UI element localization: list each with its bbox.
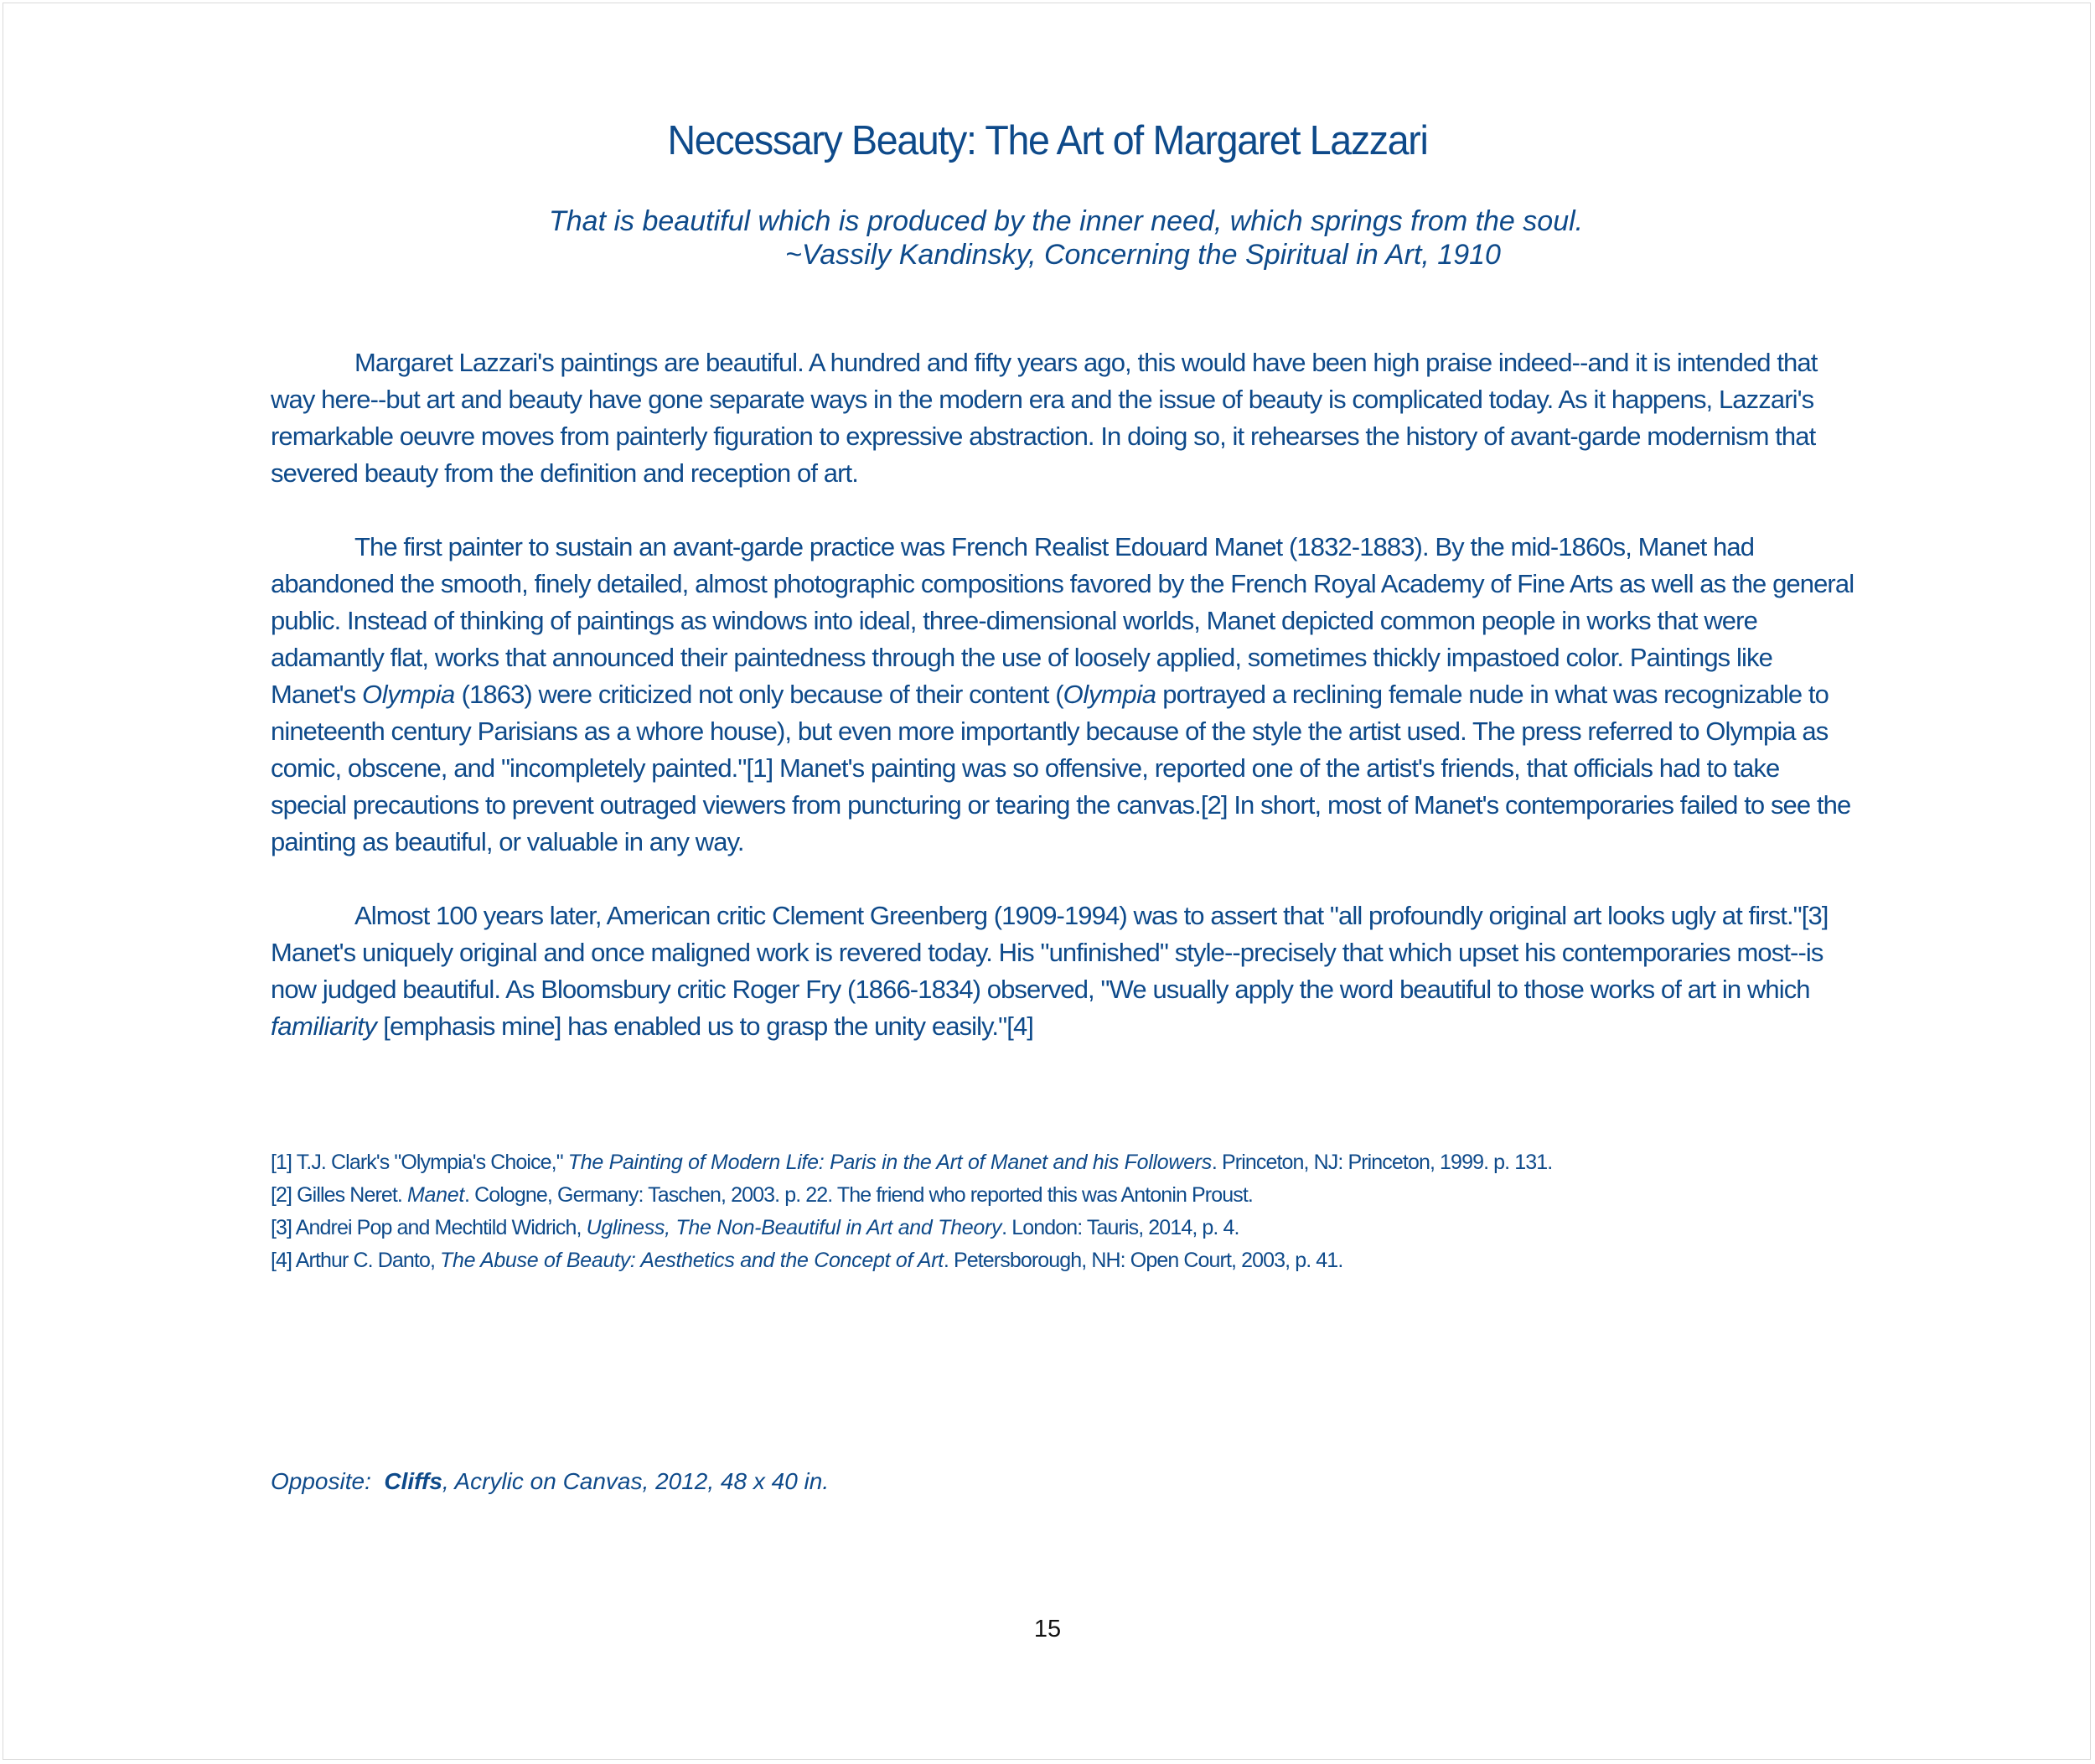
emphasis: familiarity [271, 1011, 377, 1041]
footnote-text: [2] Gilles Neret. [271, 1183, 408, 1207]
paragraph-1 [271, 344, 1859, 492]
caption-details: , Acrylic on Canvas, 2012, 48 x 40 in. [442, 1468, 830, 1494]
paragraph-text: portrayed a reclining female nude in what was recognizable to nineteenth century Parisians as a whore house), but even more importantly because of the style the artist used. The press referred to Olympia as comic, obscene, and "incompletely painted."[1] Manet's painting was so offensive, reported one of the artist's friends, that officials had to take special precautions to prevent outraged viewers from puncturing or tearing the canvas.[2] In short, most of Manet's contemporaries failed to see the painting as beautiful, or valuable in any way. [271, 680, 1851, 856]
footnote-text: . London: Tauris, 2014, p. 4. [1001, 1216, 1239, 1239]
paragraph-text: [emphasis mine] has enabled us to grasp the unity easily."[4] [376, 1011, 1034, 1041]
figure-caption [271, 1465, 829, 1498]
footnote-text: [1] T.J. Clark's "Olympia's Choice," [271, 1151, 568, 1174]
document-title: Necessary Beauty: The Art of Margaret Lazzari [667, 118, 1428, 163]
caption-work-title: Cliffs [384, 1468, 442, 1494]
paragraph-text: The first painter to sustain an avant-garde practice was French Realist Edouard Manet (1832-1883). By the mid-1860s, Manet had abandoned the smooth, finely detailed, almost photographic compositions favored by the French Royal Academy of Fine Arts as well as the general public. Instead of thinking of paintings as windows into ideal, three-dimensional worlds, Manet depicted common people in works that were adamantly flat, works that announced their paintedness through the use of loosely applied, sometimes thickly impastoed color. Paintings like Manet's [271, 532, 1854, 709]
paragraph-text: (1863) were criticized not only because of their content ( [454, 680, 1063, 709]
footnote-book-title: Ugliness, The Non-Beautiful in Art and Theory [586, 1216, 1002, 1239]
footnote-book-title: The Abuse of Beauty: Aesthetics and the Concept of Art [440, 1249, 944, 1272]
epigraph-attribution: ~Vassily Kandinsky, Concerning the Spiritual in Art, 1910 [785, 239, 1501, 271]
page-number: 15 [1033, 1616, 1062, 1642]
artwork-title: Olympia [362, 680, 455, 709]
body-text [271, 344, 1859, 1082]
footnote-book-title: The Painting of Modern Life: Paris in the Art of Manet and his Followers [567, 1151, 1212, 1174]
footnote-text: [3] Andrei Pop and Mechtild Widrich, [271, 1216, 587, 1239]
footnote-text: . Princeton, NJ: Princeton, 1999. p. 131. [1211, 1151, 1553, 1174]
artwork-title: Olympia [1063, 680, 1156, 709]
footnote-book-title: Manet [407, 1183, 465, 1207]
footnote-4 [271, 1244, 1859, 1277]
paragraph-3 [271, 898, 1859, 1045]
footnote-text: [4] Arthur C. Danto, [271, 1249, 441, 1272]
epigraph-quote: That is beautiful which is produced by the inner need, which springs from the soul. [549, 205, 1584, 237]
paragraph-text: Almost 100 years later, American critic Clement Greenberg (1909-1994) was to assert that "all profoundly original art looks ugly at first."[3] Manet's uniquely original and once maligned work is revered today. His "unfinished" style--precisely that which upset his contemporaries most--is now judged beautiful. As Bloomsbury critic Roger Fry (1866-1834) observed, "We usually apply the word beautiful to those works of art in which [271, 901, 1829, 1004]
footnote-text: . Petersborough, NH: Open Court, 2003, p. 41. [943, 1249, 1343, 1272]
footnote-1 [271, 1146, 1859, 1179]
paragraph-2 [271, 529, 1859, 861]
footnote-text: . Cologne, Germany: Taschen, 2003. p. 22. The friend who reported this was Antonin Proust. [464, 1183, 1253, 1207]
footnote-3 [271, 1212, 1859, 1244]
footnotes [271, 1146, 1859, 1277]
footnote-2 [271, 1179, 1859, 1212]
caption-prefix: Opposite: [271, 1468, 385, 1494]
paragraph-text: Margaret Lazzari's paintings are beautiful. A hundred and fifty years ago, this would have been high praise indeed--and it is intended that way here--but art and beauty have gone separate ways in the modern era and the issue of beauty is complicated today. As it happens, Lazzari's remarkable oeuvre moves from painterly figuration to expressive abstraction. In doing so, it rehearses the history of avant-garde modernism that severed beauty from the definition and reception of art. [271, 348, 1818, 488]
